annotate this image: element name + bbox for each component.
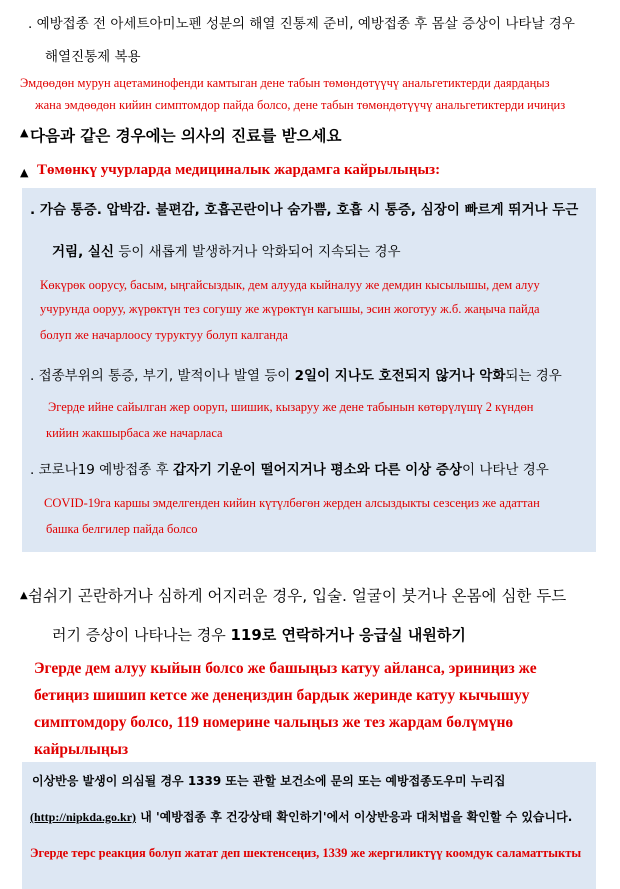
section2-ko-line2-bold: 119로 연락하거나 응급실 내원하기 <box>230 626 466 644</box>
item2-ko-pre: . 접종부위의 통증, 부기, 발적이나 발열 등이 <box>30 368 295 384</box>
intro-ko-line2: 해열진통제 복용 <box>45 49 141 65</box>
item3-ko-post: 이 나타난 경우 <box>462 462 549 478</box>
section2-ky-line4: кайрылыңыз <box>34 741 129 758</box>
item3-ko-bold: 갑자기 기운이 떨어지거나 평소와 다른 이상 증상 <box>172 462 462 478</box>
item1-ky-line1: Көкүрөк оорусу, басым, ыңгайсыздык, дем алууда кыйналуу же демдин кысылышы, дем алуу <box>40 278 540 292</box>
item2-ko <box>30 364 562 384</box>
item1-ky-line2: учурунда ооруу, жүрөктүн тез согушу же жүрөктүн кагышы, эсин жоготуу ж.б. жаңыча пайда <box>40 302 540 316</box>
item2-ko-bold: 2일이 지나도 호전되지 않거나 악화 <box>294 368 506 384</box>
item2-ky-line2: кийин жакшырбаса же начарласа <box>46 426 223 440</box>
item2-ky-line1: Эгерде ийне сайылган жер ооруп, шишик, кызаруу же дене табынын көтөрүлүшү 2 күндөн <box>48 400 534 414</box>
section2-ko-line1: 쉼쉬기 곤란하거나 심하게 어지러운 경우, 입술. 얼굴이 붓거나 온몸에 심한 두드 <box>28 587 567 605</box>
info-ko-line2 <box>30 808 572 825</box>
item3-ko-pre: . 코로나19 예방접종 후 <box>30 462 173 478</box>
section1-ky-heading: Төмөнкү учурларда медициналык жардамга кайрылыңыз: <box>37 162 441 178</box>
section1-ko-heading: 다음과 같은 경우에는 의사의 진료를 받으세요 <box>30 127 342 145</box>
intro-ky-line2: жана эмдөөдөн кийин симптомдор пайда болсо, дене табын төмөндөтүүчү анальгетиктерди ичиңиз <box>35 98 566 112</box>
triangle-icon: ▲ <box>20 126 29 139</box>
section2-ky-line1: Эгерде дем алуу кыйын болсо же башыңыз катуу айланса, эриниңиз же <box>34 660 537 677</box>
info-ko-post: 에서 이상반응과 대처법을 확인할 수 있습니다. <box>326 810 573 824</box>
section2-ko-line2-pre: 러기 증상이 나타나는 경우 <box>52 626 231 644</box>
section2-ky-line2: бетиңиз шишип кетсе же денеңиздин бардык жеринде катуу кычышуу <box>34 687 530 704</box>
item1-ko-rest: 등이 새롭게 발생하거나 악화되어 지속되는 경우 <box>114 244 401 260</box>
item3-ko <box>30 458 549 478</box>
section2-ky-line3: симптомдору болсо, 119 номерине чалыңыз же тез жардам бөлүмүнө <box>34 714 514 731</box>
item2-ko-post: 되는 경우 <box>505 368 562 384</box>
nipkda-link[interactable]: (http://nipkda.go.kr) <box>30 810 137 824</box>
item3-ky-line1: COVID-19га каршы эмделгенден кийин күтүлбөгөн жерден алсыздыкты сезсеңиз же адаттан <box>44 496 540 510</box>
item1-ko-line2 <box>52 240 401 260</box>
item1-ky-line3: болуп же начарлоосу туруктуу болуп калганда <box>40 328 288 342</box>
info-ko-quote: '예방접종 후 건강상태 확인하기' <box>155 810 327 824</box>
item3-ky-line2: башка белгилер пайда болсо <box>46 522 198 536</box>
item1-ko-line1: . 가슴 통증. 압박감. 불편감, 호흡곤란이나 숨가쁨, 호흡 시 통증, 심장이 빠르게 뛰거나 두근 <box>30 202 579 218</box>
info-ko-line1: 이상반응 발생이 의심될 경우 1339 또는 관할 보건소에 문의 또는 예방접종도우미 누리집 <box>32 774 506 788</box>
info-ko-mid: 내 <box>136 810 156 824</box>
triangle-icon: ▲ <box>20 590 28 601</box>
item1-ko-bold: 거림, 실신 <box>52 244 114 260</box>
intro-ko-line1: . 예방접종 전 아세트아미노펜 성분의 해열 진통제 준비, 예방접종 후 몸살 증상이 나타날 경우 <box>28 16 575 32</box>
section2-ko-line2 <box>52 624 466 645</box>
info-ky-line1: Эгерде терс реакция болуп жатат деп шектенсеңиз, 1339 же жергиликтүү коомдук саламаттыкты <box>30 846 582 860</box>
triangle-icon: ▲ <box>20 166 29 179</box>
intro-ky-line1: Эмдөөдөн мурун ацетаминофенди камтыган дене табын төмөндөтүүчү анальгетиктерди даярдаңыз <box>20 76 550 90</box>
